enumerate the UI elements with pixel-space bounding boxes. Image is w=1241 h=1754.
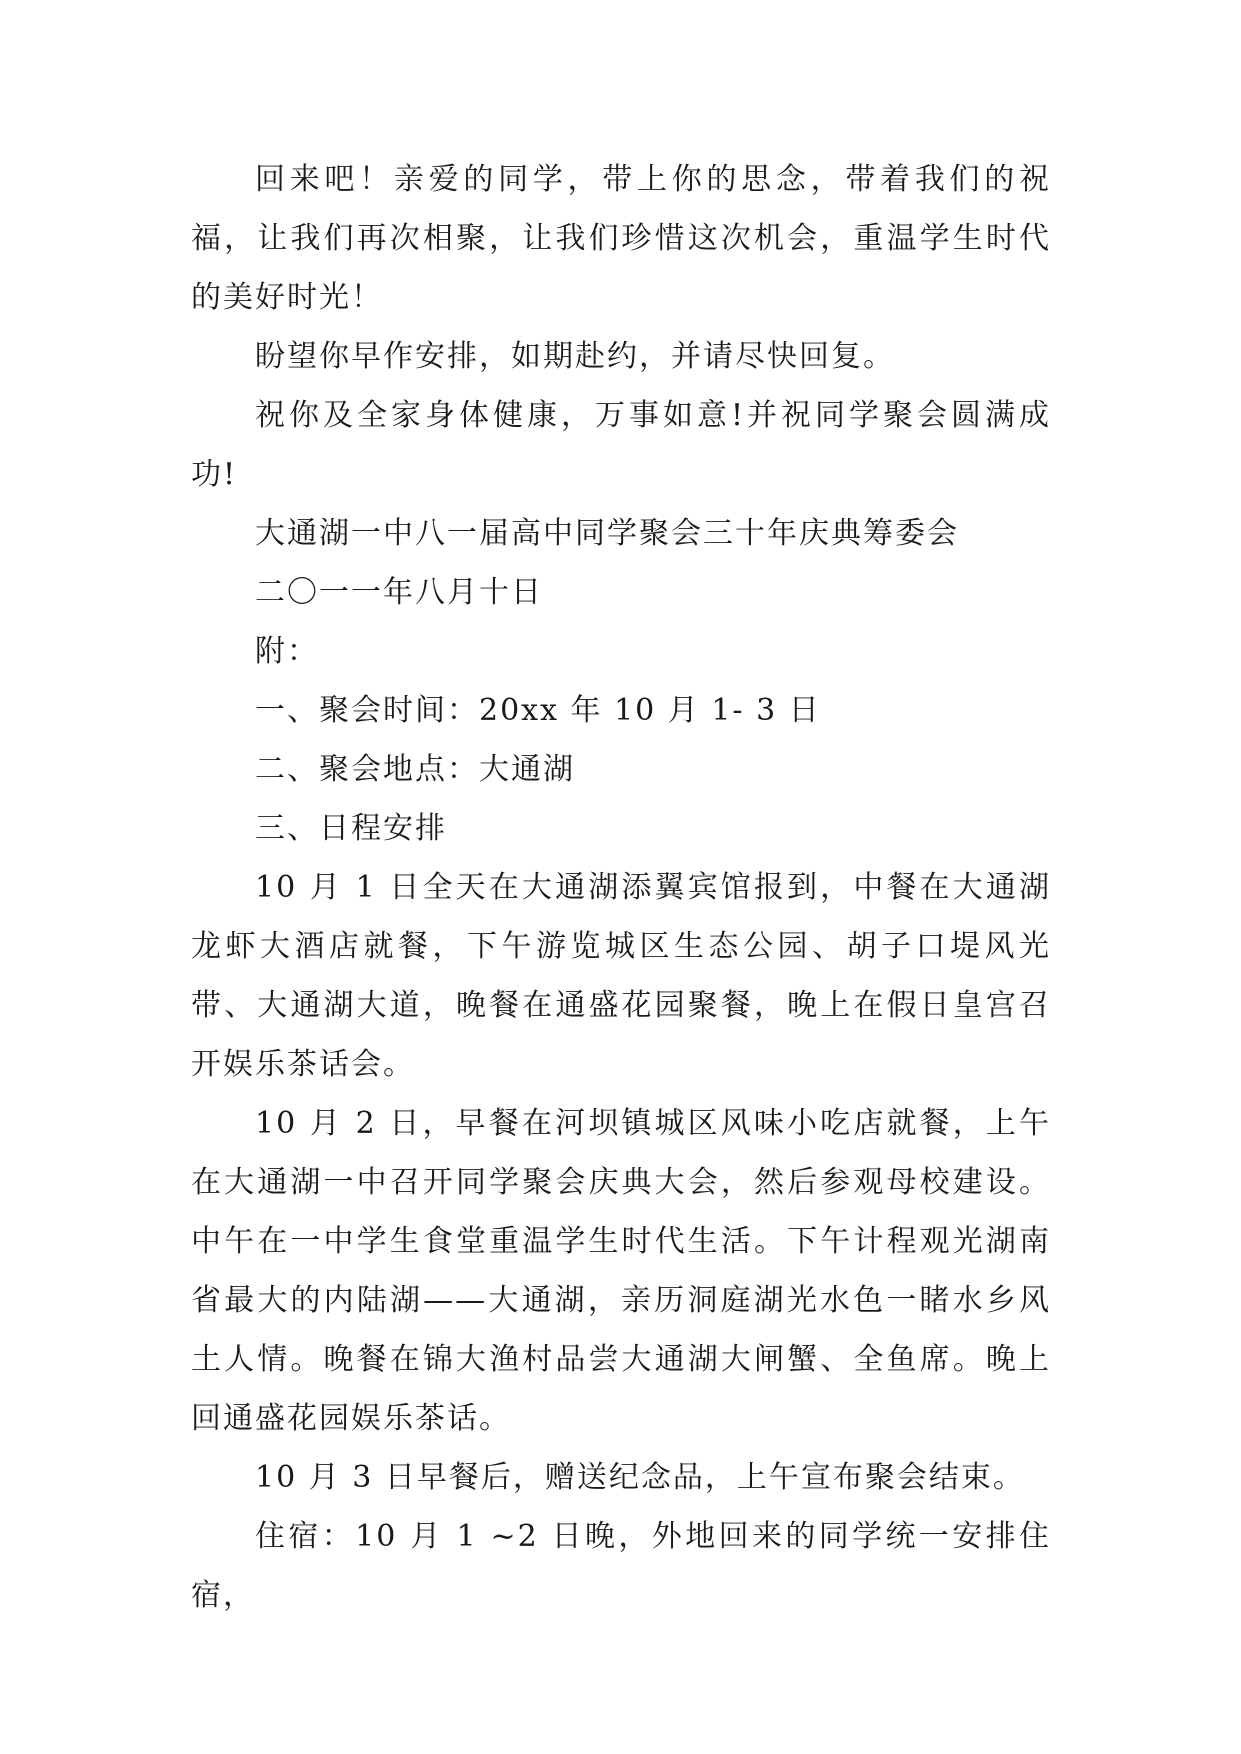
signature-date: 二〇一一年八月十日 [255, 575, 543, 610]
appendix-item-time: 一、聚会时间：20xx 年 10 月 1- 3 日 [255, 693, 821, 728]
paragraph-wishes: 祝你及全家身体健康，万事如意!并祝同学聚会圆满成功! [191, 398, 1051, 492]
document-body [191, 150, 1051, 1625]
signature-committee: 大通湖一中八一届高中同学聚会三十年庆典筹委会 [255, 516, 959, 551]
paragraph-invitation: 回来吧！亲爱的同学，带上你的思念，带着我们的祝福，让我们再次相聚，让我们珍惜这次机会，重温学生时代的美好时光！ [191, 162, 1051, 315]
schedule-day-3: 10 月 3 日早餐后，赠送纪念品，上午宣布聚会结束。 [255, 1460, 1025, 1495]
appendix-heading: 附： [255, 634, 319, 669]
schedule-day-1: 10 月 1 日全天在大通湖添翼宾馆报到，中餐在大通湖龙虾大酒店就餐，下午游览城区生态公园、胡子口堤风光带、大通湖大道，晚餐在通盛花园聚餐，晚上在假日皇宫召开娱乐茶话会。 [191, 870, 1051, 1082]
appendix-item-place: 二、聚会地点：大通湖 [255, 752, 575, 787]
schedule-day-2: 10 月 2 日，早餐在河坝镇城区风味小吃店就餐，上午在大通湖一中召开同学聚会庆典大会，然后参观母校建设。中午在一中学生食堂重温学生时代生活。下午计程观光湖南省最大的内陆湖——大通湖，亲历洞庭湖光水色一睹水乡风土人情。晚餐在锦大渔村品尝大通湖大闸蟹、全鱼席。晚上回通盛花园娱乐茶话。 [191, 1106, 1051, 1436]
accommodation-note: 住宿：10 月 1 ~2 日晚，外地回来的同学统一安排住宿， [191, 1519, 1051, 1613]
appendix-item-schedule: 三、日程安排 [255, 811, 447, 846]
paragraph-request-reply: 盼望你早作安排，如期赴约，并请尽快回复。 [255, 339, 895, 374]
